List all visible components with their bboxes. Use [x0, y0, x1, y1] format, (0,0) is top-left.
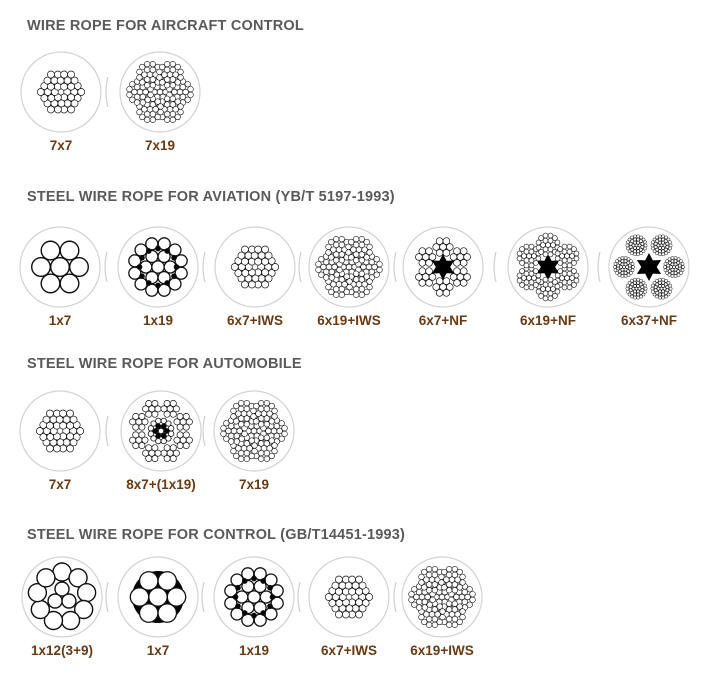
rope-cross-section-icon	[307, 225, 391, 309]
rope-card	[18, 555, 106, 658]
rope-label: 6x19+IWS	[317, 313, 381, 328]
rope-label: 1x7	[146, 643, 170, 658]
section-title-control: STEEL WIRE ROPE FOR CONTROL (GB/T14451-1993)	[27, 527, 406, 543]
rope-card	[16, 389, 104, 492]
rope-label: 7x7	[48, 477, 72, 492]
rope-card	[116, 50, 204, 153]
rope-card	[211, 225, 299, 328]
rope-label: 1x19	[142, 313, 174, 328]
rope-card	[210, 389, 298, 492]
rope-card	[16, 225, 104, 328]
rope-card	[605, 225, 693, 328]
rope-card	[114, 225, 202, 328]
rope-cross-section-icon	[401, 225, 485, 309]
rope-cross-section-icon	[400, 555, 484, 639]
rope-card	[398, 555, 486, 658]
rope-label: 1x7	[48, 313, 72, 328]
divider	[104, 77, 110, 107]
divider	[104, 416, 110, 446]
rope-card	[504, 225, 592, 328]
rope-card	[17, 50, 105, 153]
rope-cross-section-icon	[506, 225, 590, 309]
rope-cross-section-icon	[19, 50, 103, 134]
divider	[201, 252, 207, 282]
rope-cross-section-icon	[116, 555, 200, 639]
divider	[201, 416, 207, 446]
rope-card	[305, 555, 393, 658]
rope-label: 7x7	[49, 138, 73, 153]
rope-label: 7x19	[238, 477, 270, 492]
rope-cross-section-icon	[212, 389, 296, 473]
rope-card	[305, 225, 393, 328]
rope-cross-section-icon	[18, 389, 102, 473]
divider	[296, 582, 302, 612]
divider	[297, 252, 303, 282]
section-title-aviation: STEEL WIRE ROPE FOR AVIATION (YB/T 5197-1993)	[27, 189, 395, 205]
rope-label: 6x37+NF	[621, 313, 677, 328]
rope-cross-section-icon	[18, 225, 102, 309]
rope-cross-section-icon	[607, 225, 691, 309]
divider	[492, 252, 498, 282]
divider	[392, 252, 398, 282]
section-title-aircraft-control: WIRE ROPE FOR AIRCRAFT CONTROL	[27, 18, 304, 34]
rope-cross-section-icon	[119, 389, 203, 473]
rope-card	[399, 225, 487, 328]
rope-label: 6x7+NF	[418, 313, 468, 328]
rope-cross-section-icon	[116, 225, 200, 309]
rope-label: 7x19	[144, 138, 176, 153]
divider	[392, 582, 398, 612]
rope-cross-section-icon	[213, 225, 297, 309]
rope-label: 6x19+NF	[520, 313, 576, 328]
rope-label: 8x7+(1x19)	[126, 477, 196, 492]
divider	[200, 582, 206, 612]
divider	[104, 582, 110, 612]
divider	[103, 252, 109, 282]
rope-card	[117, 389, 205, 492]
rope-cross-section-icon	[118, 50, 202, 134]
rope-label: 1x12(3+9)	[31, 643, 93, 658]
rope-label: 1x19	[238, 643, 270, 658]
rope-cross-section-icon	[20, 555, 104, 639]
rope-cross-section-icon	[307, 555, 391, 639]
rope-card	[210, 555, 298, 658]
rope-cross-section-icon	[212, 555, 296, 639]
rope-card	[114, 555, 202, 658]
divider	[596, 252, 602, 282]
rope-label: 6x7+IWS	[227, 313, 283, 328]
rope-label: 6x7+IWS	[321, 643, 377, 658]
rope-label: 6x19+IWS	[410, 643, 474, 658]
section-title-automobile: STEEL WIRE ROPE FOR AUTOMOBILE	[27, 356, 302, 372]
